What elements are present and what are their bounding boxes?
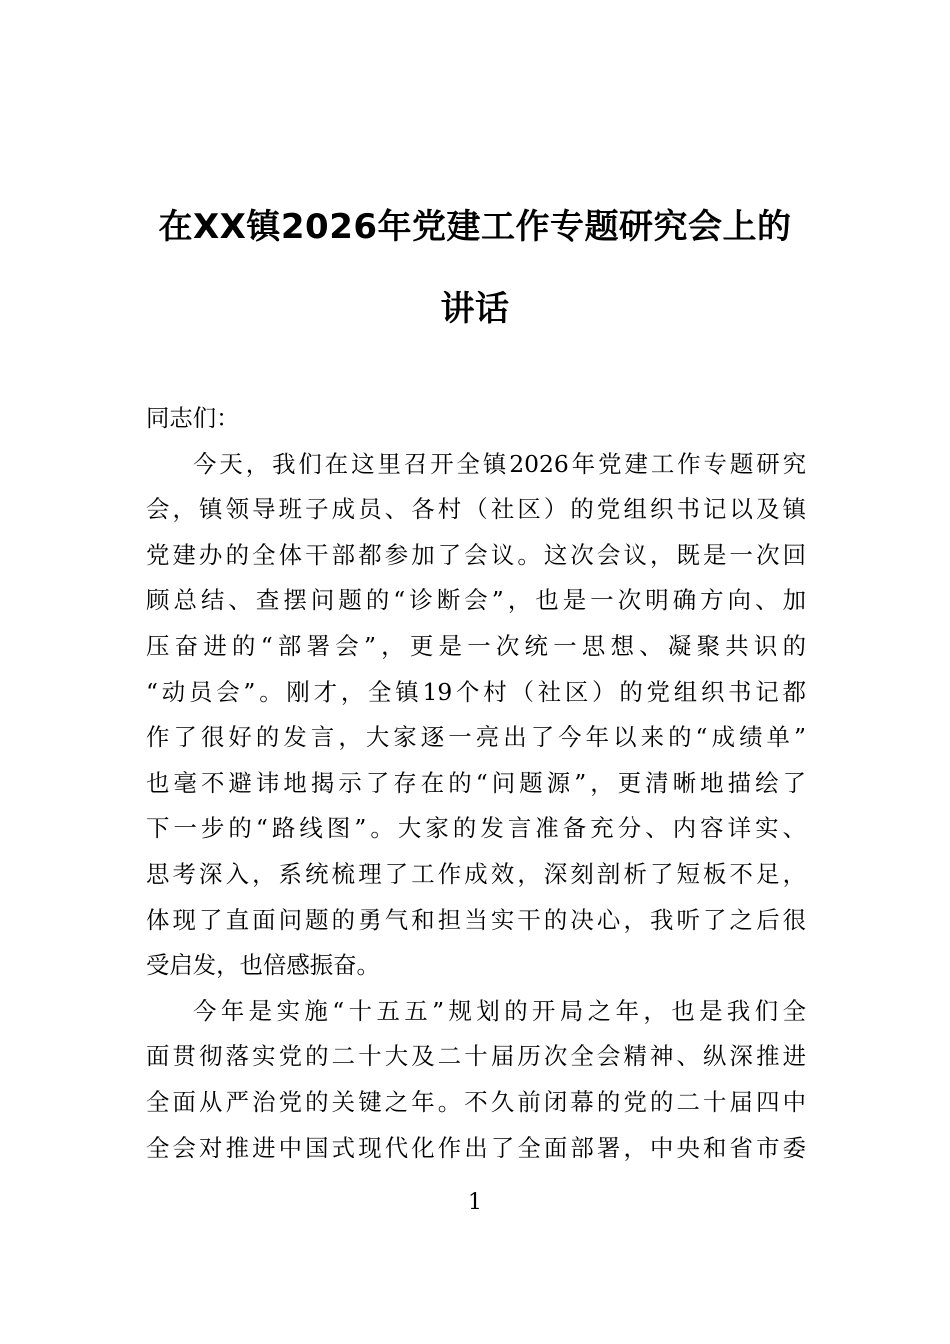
paragraph-line: 顾总结、查摆问题的“诊断会”，也是一次明确方向、加 (146, 586, 806, 615)
document-body (146, 396, 806, 1171)
salutation: 同志们： (146, 404, 240, 432)
paragraph-line: 会，镇领导班子成员、各村（社区）的党组织书记以及镇 (146, 495, 806, 524)
document-title (145, 186, 805, 350)
paragraph-line: 体现了直面问题的勇气和担当实干的决心，我听了之后很 (146, 905, 806, 934)
paragraph-line: 今天，我们在这里召开全镇2026年党建工作专题研究 (193, 449, 806, 478)
paragraph-line: 思考深入，系统梳理了工作成效，深刻剖析了短板不足， (146, 859, 806, 888)
paragraph-line: 压奋进的“部署会”，更是一次统一思想、凝聚共识的 (146, 631, 806, 660)
title-line: 在XX镇2026年党建工作专题研究会上的 (158, 207, 792, 247)
paragraph-line: 作了很好的发言，大家逐一亮出了今年以来的“成绩单” (146, 723, 806, 752)
paragraph-line: 受启发，也倍感振奋。 (146, 951, 380, 980)
paragraph-line: 也毫不避讳地揭示了存在的“问题源”，更清晰地描绘了 (146, 768, 806, 797)
paragraph-line: 全会对推进中国式现代化作出了全面部署，中央和省市委 (146, 1133, 806, 1162)
paragraph-line: “动员会”。刚才，全镇19个村（社区）的党组织书记都 (146, 677, 806, 706)
paragraph-line: 下一步的“路线图”。大家的发言准备充分、内容详实、 (146, 814, 806, 843)
paragraph-1 (146, 442, 806, 989)
paragraph-line: 面贯彻落实党的二十大及二十届历次全会精神、纵深推进 (146, 1042, 806, 1071)
page-number: 1 (468, 1190, 482, 1215)
paragraph-2 (146, 989, 806, 1171)
paragraph-line: 党建办的全体干部都参加了会议。这次会议，既是一次回 (146, 540, 806, 569)
paragraph-line: 今年是实施“十五五”规划的开局之年，也是我们全 (193, 996, 806, 1025)
paragraph-line: 全面从严治党的关键之年。不久前闭幕的党的二十届四中 (146, 1087, 806, 1116)
title-line: 讲话 (440, 289, 510, 329)
